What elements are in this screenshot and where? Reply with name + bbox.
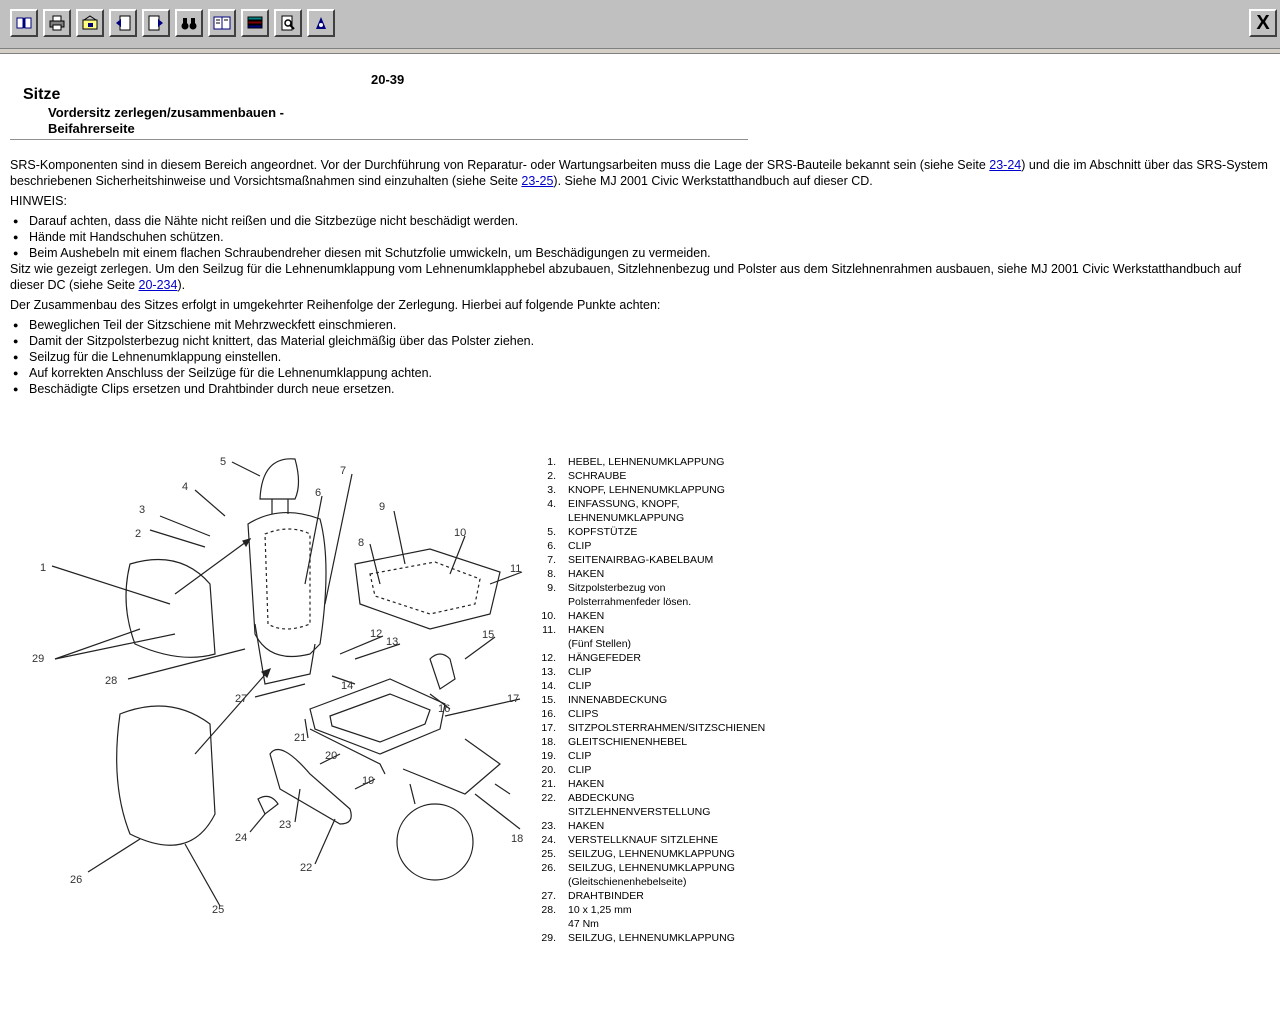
callout-25: 25 (212, 904, 225, 916)
legend-number: 27. (541, 890, 556, 902)
list-item: ● Beschädigte Clips ersetzen und Drahtbinder durch neue ersetzen. (10, 381, 1270, 397)
legend-number: 3. (547, 484, 556, 496)
callout-14: 14 (341, 680, 354, 692)
legend-number: 9. (547, 582, 556, 594)
document-page (0, 54, 1280, 1024)
legend-text: KOPFSTÜTZE (568, 526, 638, 538)
legend-text: CLIP (568, 666, 592, 678)
legend-text: EINFASSUNG, KNOPF, LEHNENUMKLAPPUNG (568, 498, 685, 524)
legend-text: GLEITSCHIENENHEBEL (568, 736, 688, 748)
home-folder-icon (81, 14, 99, 32)
legend-number: 13. (541, 666, 556, 678)
print-button[interactable] (43, 9, 71, 37)
callout-15: 15 (482, 629, 495, 641)
legend-item (538, 861, 765, 889)
callout-10: 10 (454, 527, 467, 539)
legend-text: SEITENAIRBAG-KABELBAUM (568, 554, 714, 566)
legend-text: CLIP (568, 540, 592, 552)
legend-number: 24. (541, 834, 556, 846)
diagram-svg (10, 454, 530, 924)
procedure-title-line2: Beifahrerseite (48, 121, 135, 136)
preview-button[interactable] (274, 9, 302, 37)
disassembly-text-b: ). (177, 278, 186, 292)
legend-number: 10. (541, 610, 556, 622)
headrest-shape (260, 459, 299, 499)
legend-number: 5. (547, 526, 556, 538)
legend-item (538, 735, 765, 749)
callout-23: 23 (279, 819, 292, 831)
title-divider (10, 139, 748, 140)
next-page-button[interactable] (142, 9, 170, 37)
procedure-body (10, 157, 1270, 397)
callout-12: 12 (370, 628, 383, 640)
legend-item (538, 609, 765, 623)
legend-number: 14. (541, 680, 556, 692)
legend-text: KNOPF, LEHNENUMKLAPPUNG (568, 484, 725, 496)
legend-item (538, 623, 765, 651)
stacked-books-icon (246, 14, 264, 32)
legend-number: 1. (547, 456, 556, 468)
callout-18: 18 (511, 833, 524, 845)
seat-exploded-diagram (10, 454, 530, 924)
legend-item (538, 553, 765, 567)
legend-item (538, 833, 765, 847)
list-item: ● Damit der Sitzpolsterbezug nicht knittert, das Material gleichmäßig über das Polster ziehen. (10, 333, 1270, 349)
legend-text: HEBEL, LEHNENUMKLAPPUNG (568, 456, 725, 468)
legend-text: HÄNGEFEDER (568, 652, 641, 664)
tools-button[interactable] (307, 9, 335, 37)
callout-6: 6 (315, 487, 322, 499)
legend-item (538, 721, 765, 735)
legend-text: SEILZUG, LEHNENUMKLAPPUNG (568, 932, 735, 944)
legend-text: INNENABDECKUNG (568, 694, 668, 706)
legend-text: VERSTELLKNAUF SITZLEHNE (568, 834, 718, 846)
detail-circle (397, 804, 473, 880)
callout-11: 11 (510, 563, 522, 575)
callout-7: 7 (340, 465, 347, 477)
callout-22: 22 (300, 862, 313, 874)
callout-2: 2 (135, 528, 142, 540)
list-item: ● Hände mit Handschuhen schützen. (10, 229, 1270, 245)
callout-3: 3 (139, 504, 146, 516)
legend-number: 15. (541, 694, 556, 706)
legend-item (538, 707, 765, 721)
assembly-intro: Der Zusammenbau des Sitzes erfolgt in umgekehrter Reihenfolge der Zerlegung. Hierbei auf folgende Punkte achten: (10, 298, 661, 312)
legend-text: HAKEN (568, 820, 605, 832)
link-23-24[interactable]: 23-24 (989, 158, 1022, 172)
srs-text-a: SRS-Komponenten sind in diesem Bereich angeordnet. Vor der Durchführung von Reparatur- oder Wartungsarbeiten muss die Lage der SRS-Bauteile bekannt sein (siehe Seite (10, 158, 990, 172)
link-23-25[interactable]: 23-25 (521, 174, 554, 188)
callout-26: 26 (70, 874, 83, 886)
parts-legend (538, 455, 765, 945)
legend-text: SITZPOLSTERRAHMEN/SITZSCHIENEN (568, 722, 766, 734)
callout-17: 17 (507, 693, 520, 705)
legend-text: HAKEN (568, 778, 605, 790)
callout-8: 8 (358, 537, 365, 549)
seat-cushion-shape (355, 549, 500, 629)
legend-item (538, 539, 765, 553)
disassembly-text-a: Sitz wie gezeigt zerlegen. Um den Seilzug für die Lehnenumklappung vom Lehnenumklapphebel abzubauen, Sitzlehnenbezug und Polster aus dem Sitzlehnenrahmen ausbauen, siehe MJ 2001 Civic Werkstatthandbuch auf dieser DC (siehe Seite (10, 262, 1242, 292)
callout-9: 9 (379, 501, 386, 513)
legend-item (538, 903, 765, 931)
legend-text: HAKEN (568, 568, 605, 580)
legend-number: 2. (547, 470, 556, 482)
legend-text: SEILZUG, LEHNENUMKLAPPUNG (568, 848, 735, 860)
magnifier-document-icon (279, 14, 297, 32)
library-button[interactable] (241, 9, 269, 37)
legend-text: HAKEN (568, 610, 605, 622)
legend-number: 18. (541, 736, 556, 748)
legend-text: CLIP (568, 680, 592, 692)
legend-item (538, 791, 765, 819)
callout-24: 24 (235, 832, 248, 844)
previous-page-icon (114, 14, 132, 32)
legend-item (538, 581, 765, 609)
legend-item (538, 819, 765, 833)
book-button[interactable] (10, 9, 38, 37)
legend-number: 11. (542, 624, 556, 636)
callout-28: 28 (105, 675, 118, 687)
legend-number: 29. (541, 932, 556, 944)
callout-4: 4 (182, 481, 189, 493)
legend-number: 7. (547, 554, 556, 566)
next-page-icon (147, 14, 165, 32)
legend-text: SCHRAUBE (568, 470, 627, 482)
list-item: ● Beweglichen Teil der Sitzschiene mit Mehrzweckfett einschmieren. (10, 317, 1270, 333)
legend-number: 23. (541, 820, 556, 832)
callout-20: 20 (325, 750, 338, 762)
legend-number: 22. (541, 792, 556, 804)
open-book-icon (213, 14, 231, 32)
list-item: ● Auf korrekten Anschluss der Seilzüge für die Lehnenumklappung achten. (10, 365, 1270, 381)
srs-text-b: ) und die im Abschnitt über das SRS-System beschriebenen Sicherheitshinweise und Vorsichtsmaßnahmen sind einzuhalten (siehe Seite (10, 158, 1268, 188)
book-icon (15, 14, 33, 32)
search-button[interactable] (175, 9, 203, 37)
legend-text: SEILZUG, LEHNENUMKLAPPUNG (Gleitschienenhebelseite) (568, 862, 735, 888)
callout-16: 16 (438, 703, 451, 715)
srs-warning-paragraph (10, 157, 1270, 189)
binoculars-search-icon (180, 14, 198, 32)
list-item: ● Darauf achten, dass die Nähte nicht reißen und die Sitzbezüge nicht beschädigt werden. (10, 213, 1270, 229)
callout-5: 5 (220, 456, 227, 468)
legend-text: CLIPS (568, 708, 599, 720)
legend-item (538, 497, 765, 525)
callout-27: 27 (235, 693, 248, 705)
assembly-points-list (10, 317, 1270, 397)
legend-item (538, 777, 765, 791)
legend-number: 21. (541, 778, 556, 790)
legend-number: 12. (541, 652, 556, 664)
legend-text: DRAHTBINDER (568, 890, 644, 902)
legend-item (538, 847, 765, 861)
legend-number: 17. (541, 722, 556, 734)
legend-item (538, 525, 765, 539)
section-title: Sitze (23, 86, 61, 103)
callout-19: 19 (362, 775, 375, 787)
legend-item (538, 651, 765, 665)
printer-icon (48, 14, 66, 32)
legend-item (538, 931, 765, 945)
legend-item (538, 693, 765, 707)
list-item: ● Seilzug für die Lehnenumklappung einstellen. (10, 349, 1270, 365)
legend-item (538, 483, 765, 497)
legend-number: 4. (547, 498, 556, 510)
legend-item (538, 889, 765, 903)
previous-page-button[interactable] (109, 9, 137, 37)
callout-21: 21 (294, 732, 307, 744)
legend-text: ABDECKUNG SITZLEHNENVERSTELLUNG (568, 792, 711, 818)
legend-item (538, 469, 765, 483)
procedure-title (48, 105, 348, 137)
legend-item (538, 665, 765, 679)
legend-number: 16. (541, 708, 556, 720)
legend-number: 26. (541, 862, 556, 874)
legend-number: 25. (541, 848, 556, 860)
page-number: 20-39 (371, 72, 405, 87)
legend-number: 28. (541, 904, 556, 916)
link-20-234[interactable]: 20-234 (138, 278, 178, 292)
procedure-title-line1: Vordersitz zerlegen/zusammenbauen - (48, 105, 284, 120)
close-button[interactable]: X (1249, 9, 1277, 37)
contents-button[interactable] (208, 9, 236, 37)
legend-text: CLIP (568, 764, 592, 776)
legend-number: 20. (541, 764, 556, 776)
callout-13: 13 (386, 636, 399, 648)
legend-text: Sitzpolsterbezug von Polsterrahmenfeder lösen. (568, 582, 692, 608)
legend-item (538, 455, 765, 469)
hinweis-label: HINWEIS: (10, 194, 67, 208)
legend-item (538, 763, 765, 777)
legend-text: 10 x 1,25 mm 47 Nm (568, 904, 632, 930)
legend-number: 8. (547, 568, 556, 580)
legend-number: 6. (547, 540, 556, 552)
callout-1: 1 (40, 562, 47, 574)
notes-list (10, 213, 1270, 261)
legend-text: CLIP (568, 750, 592, 762)
home-button[interactable] (76, 9, 104, 37)
list-item: ● Beim Aushebeln mit einem flachen Schraubendreher diesen mit Schutzfolie umwickeln, um Beschädigungen zu vermeiden. (10, 245, 1270, 261)
legend-text: HAKEN (Fünf Stellen) (568, 624, 632, 650)
toolbar (0, 0, 1280, 49)
legend-item (538, 679, 765, 693)
disassembly-paragraph (10, 261, 1270, 293)
legend-item (538, 749, 765, 763)
callout-29: 29 (32, 653, 45, 665)
tools-icon (312, 14, 330, 32)
car-floor-detail (117, 706, 215, 845)
legend-number: 19. (541, 750, 556, 762)
srs-text-c: ). Siehe MJ 2001 Civic Werkstatthandbuch auf dieser CD. (553, 174, 873, 188)
legend-item (538, 567, 765, 581)
